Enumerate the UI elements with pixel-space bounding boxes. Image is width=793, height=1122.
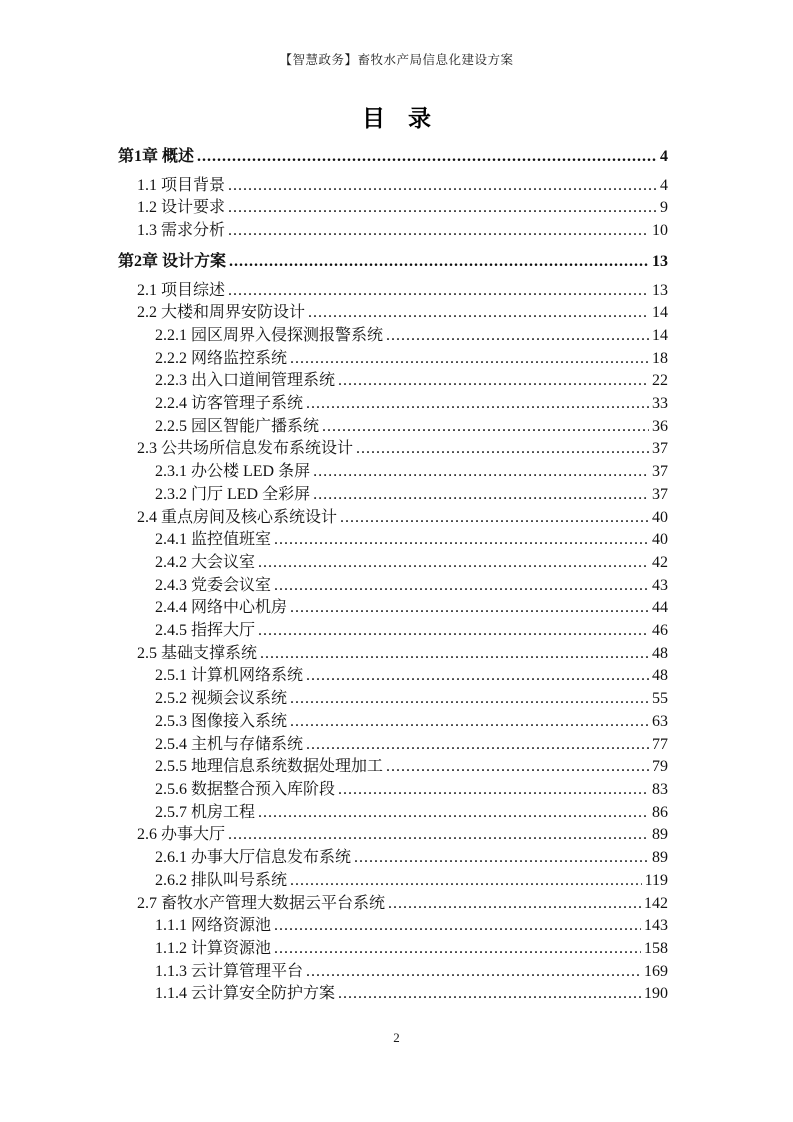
toc-entry[interactable] [118,734,668,757]
toc-entry[interactable] [118,146,668,169]
document-header-title: 【智慧政务】畜牧水产局信息化建设方案 [279,53,514,67]
dotted-leader [356,438,649,461]
toc-entry-page-number: 48 [652,667,668,685]
dotted-leader [228,175,657,198]
toc-entry-page-number: 63 [652,712,668,730]
toc-entry[interactable] [118,348,668,371]
dotted-leader [338,370,649,393]
toc-entry-label: 2.2.2 网络监控系统 [155,349,288,367]
toc-entry[interactable] [118,620,668,643]
toc-entry-page-number: 37 [652,463,668,481]
dotted-leader [354,847,649,870]
toc-entry-page-number: 55 [652,690,668,708]
dotted-leader [228,197,657,220]
dotted-leader [290,348,649,371]
toc-entry[interactable] [118,302,668,325]
toc-entry[interactable] [118,938,668,961]
toc-entry-label: 2.4.3 党委会议室 [155,576,272,594]
dotted-leader [308,302,649,325]
dotted-leader [228,824,649,847]
dotted-leader [197,146,657,169]
dotted-leader [228,280,649,303]
toc-entry-page-number: 89 [652,826,668,844]
toc-entry-label: 2.4 重点房间及核心系统设计 [137,508,338,526]
dotted-leader [258,802,649,825]
toc-entry-label: 2.3.1 办公楼 LED 条屏 [155,463,311,481]
page-number-footer: 2 [393,1030,400,1045]
dotted-leader [258,552,649,575]
toc-entry[interactable] [118,983,668,1006]
dotted-leader [274,529,649,552]
toc-entry-page-number: 89 [652,849,668,867]
toc-entry[interactable] [118,870,668,893]
toc-entry-page-number: 14 [652,326,668,344]
toc-entry-label: 1.1.4 云计算安全防护方案 [155,985,336,1003]
toc-entry-page-number: 13 [652,252,668,270]
toc-entry-page-number: 83 [652,780,668,798]
toc-entry[interactable] [118,461,668,484]
dotted-leader [274,915,641,938]
toc-entry[interactable] [118,665,668,688]
toc-entry-page-number: 10 [652,222,668,240]
toc-entry[interactable] [118,756,668,779]
toc-entry-page-number: 42 [652,553,668,571]
toc-entry-label: 第2章 设计方案 [118,252,227,270]
toc-entry-label: 1.1.1 网络资源池 [155,917,272,935]
toc-entry[interactable] [118,325,668,348]
toc-entry-page-number: 44 [652,599,668,617]
toc-entry[interactable] [118,779,668,802]
toc-entry-label: 2.5.4 主机与存储系统 [155,735,304,753]
toc-entry-label: 2.2.3 出入口道闸管理系统 [155,372,336,390]
toc-entry[interactable] [118,915,668,938]
toc-entry[interactable] [118,197,668,220]
toc-entry[interactable] [118,575,668,598]
dotted-leader [274,938,641,961]
toc-entry-label: 第1章 概述 [118,148,195,165]
toc-entry-page-number: 18 [652,349,668,367]
toc-entry-page-number: 14 [652,304,668,322]
toc-entry[interactable] [118,251,668,274]
toc-entry-page-number: 4 [660,176,668,194]
toc-entry[interactable] [118,416,668,439]
toc-entry-label: 2.5.7 机房工程 [155,803,256,821]
toc-entry[interactable] [118,893,668,916]
toc-entry-label: 1.3 需求分析 [137,222,226,240]
toc-entry-page-number: 13 [652,281,668,299]
toc-entry-label: 1.1.3 云计算管理平台 [155,962,304,980]
toc-entry-label: 2.5.5 地理信息系统数据处理加工 [155,758,384,776]
toc-entry-page-number: 22 [652,372,668,390]
dotted-leader [322,416,649,439]
toc-entry-page-number: 37 [652,485,668,503]
toc-list [118,146,668,1006]
dotted-leader [313,484,649,507]
dotted-leader [338,779,649,802]
dotted-leader [306,393,649,416]
toc-entry-page-number: 190 [644,985,668,1003]
toc-entry-label: 1.1.2 计算资源池 [155,939,272,957]
toc-entry[interactable] [118,220,668,243]
toc-entry-page-number: 46 [652,622,668,640]
toc-entry-page-number: 40 [652,531,668,549]
toc-entry-label: 2.2 大楼和周界安防设计 [137,304,306,322]
toc-entry-page-number: 142 [644,894,668,912]
toc-entry[interactable] [118,438,668,461]
toc-entry-page-number: 79 [652,758,668,776]
toc-entry-label: 2.2.4 访客管理子系统 [155,395,304,413]
toc-entry[interactable] [118,529,668,552]
toc-entry-label: 2.5.2 视频会议系统 [155,690,288,708]
dotted-leader [386,325,649,348]
toc-entry-page-number: 143 [644,917,668,935]
dotted-leader [290,870,642,893]
toc-entry-label: 2.3.2 门厅 LED 全彩屏 [155,485,311,503]
toc-entry-label: 2.5.6 数据整合预入库阶段 [155,780,336,798]
dotted-leader [228,220,649,243]
toc-entry-label: 2.5 基础支撑系统 [137,644,258,662]
toc-entry-label: 2.4.5 指挥大厅 [155,622,256,640]
toc-entry-page-number: 36 [652,417,668,435]
dotted-leader [340,507,649,530]
toc-entry[interactable] [118,847,668,870]
toc-entry-label: 2.3 公共场所信息发布系统设计 [137,440,354,458]
toc-entry-page-number: 119 [644,871,668,889]
toc-entry-label: 2.4.2 大会议室 [155,553,256,571]
dotted-leader [386,756,649,779]
toc-entry[interactable] [118,597,668,620]
toc-entry[interactable] [118,802,668,825]
toc-entry-page-number: 40 [652,508,668,526]
toc-entry-label: 1.1 项目背景 [137,176,226,194]
toc-entry-label: 1.2 设计要求 [137,199,226,217]
toc-entry-label: 2.1 项目综述 [137,281,226,299]
toc-entry-label: 2.4.1 监控值班室 [155,531,272,549]
toc-entry-page-number: 37 [652,440,668,458]
toc-entry-page-number: 9 [660,199,668,217]
toc-entry-label: 2.4.4 网络中心机房 [155,599,288,617]
toc-entry[interactable] [118,961,668,984]
toc-entry-page-number: 43 [652,576,668,594]
dotted-leader [313,461,649,484]
toc-entry[interactable] [118,711,668,734]
toc-entry-label: 2.6.2 排队叫号系统 [155,871,288,889]
dotted-leader [260,643,649,666]
toc-entry[interactable] [118,507,668,530]
toc-entry[interactable] [118,175,668,198]
toc-entry[interactable] [118,552,668,575]
toc-entry[interactable] [118,280,668,303]
toc-entry[interactable] [118,370,668,393]
toc-entry-page-number: 4 [660,148,668,165]
toc-entry-page-number: 48 [652,644,668,662]
toc-entry-label: 2.5.1 计算机网络系统 [155,667,304,685]
toc-entry[interactable] [118,824,668,847]
dotted-leader [290,688,649,711]
toc-entry-label: 2.6.1 办事大厅信息发布系统 [155,849,352,867]
toc-entry[interactable] [118,484,668,507]
dotted-leader [290,597,649,620]
toc-entry-label: 2.5.3 图像接入系统 [155,712,288,730]
toc-entry[interactable] [118,643,668,666]
toc-entry-page-number: 86 [652,803,668,821]
toc-entry[interactable] [118,393,668,416]
dotted-leader [229,251,649,274]
dotted-leader [306,665,649,688]
dotted-leader [306,961,641,984]
toc-entry-page-number: 77 [652,735,668,753]
toc-entry-label: 2.6 办事大厅 [137,826,226,844]
dotted-leader [290,711,649,734]
toc-entry-page-number: 158 [644,939,668,957]
toc-entry-page-number: 169 [644,962,668,980]
dotted-leader [306,734,649,757]
toc-entry[interactable] [118,688,668,711]
dotted-leader [338,983,641,1006]
toc-entry-page-number: 33 [652,395,668,413]
toc-entry-label: 2.2.1 园区周界入侵探测报警系统 [155,326,384,344]
toc-entry-label: 2.7 畜牧水产管理大数据云平台系统 [137,894,386,912]
dotted-leader [274,575,649,598]
dotted-leader [388,893,641,916]
toc-entry-label: 2.2.5 园区智能广播系统 [155,417,320,435]
toc-title: 目 录 [362,106,431,131]
dotted-leader [258,620,649,643]
